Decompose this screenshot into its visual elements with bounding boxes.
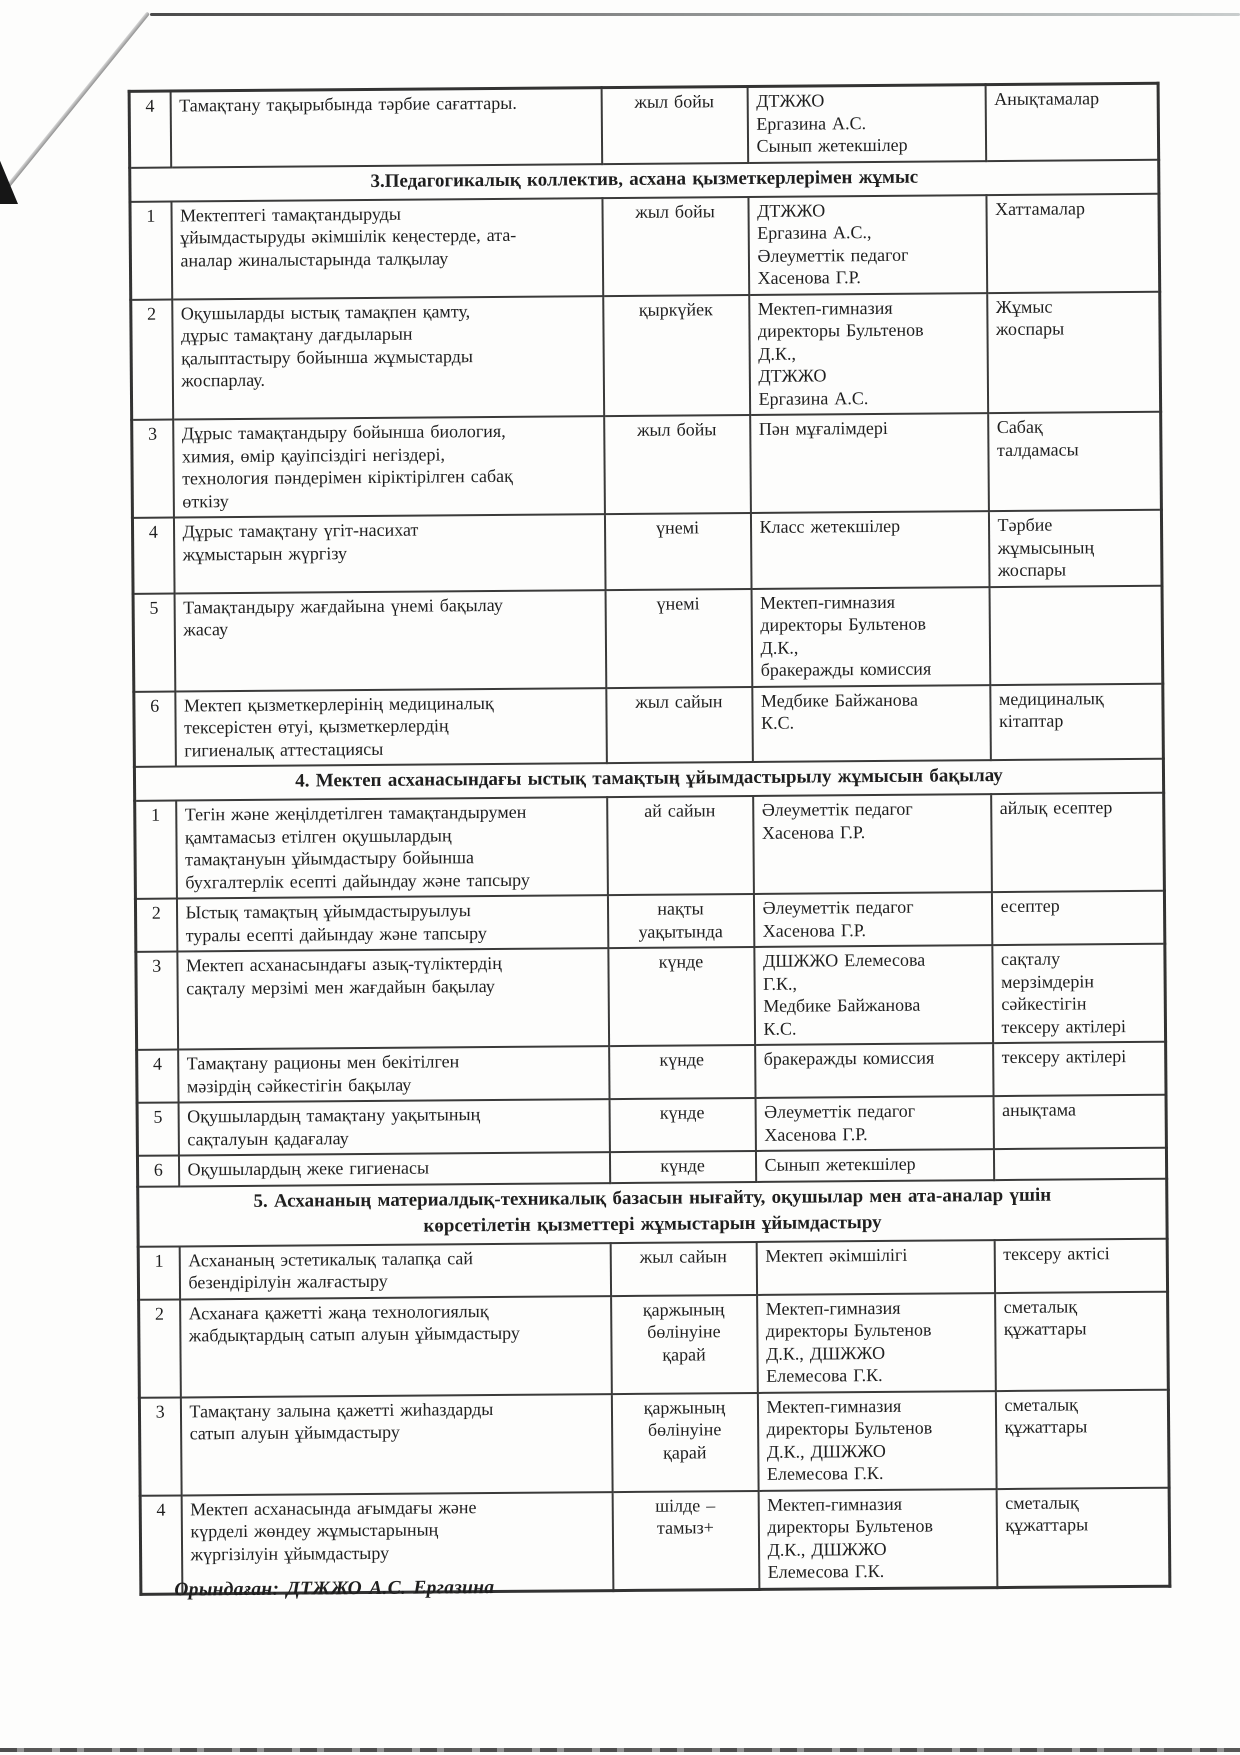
section-header-row bbox=[138, 1178, 1167, 1246]
responsible-cell: бракеражды комиссия bbox=[755, 1043, 993, 1098]
activity-cell: Тамақтану тақырыбында тәрбие сағаттары. bbox=[170, 88, 602, 167]
activity-cell: Мектеп асханасында ағымдағы және күрделі жөндеу жұмыстарының жүргізілуін ұйымдастыру bbox=[181, 1492, 613, 1594]
timing-cell: жыл бойы bbox=[601, 87, 748, 164]
table-row bbox=[129, 83, 1159, 167]
table-row bbox=[138, 1238, 1167, 1299]
responsible-cell: Мектеп-гимназия директоры Бультенов Д.К., бракеражды комиссия bbox=[751, 587, 990, 687]
row-number-cell: 1 bbox=[135, 801, 177, 899]
responsible-cell: Сынып жетекшілер bbox=[755, 1149, 993, 1181]
responsible-cell: ДШЖЖО Елемесова Г.К., Медбике Байжанова К.С. bbox=[754, 945, 993, 1045]
activity-cell: Асханаға қажетті жаңа технологиялық жабдықтардың сатып алуын ұйымдастыру bbox=[180, 1296, 612, 1397]
activity-cell: Мектептегі тамақтандыруды ұйымдастыруды әкімшілік кеңестерде, ата- аналар жиналыстарында талқылау bbox=[171, 198, 603, 299]
row-number-cell: 6 bbox=[134, 691, 176, 767]
timing-cell: күнде bbox=[608, 947, 755, 1046]
timing-cell: қыркүйек bbox=[603, 294, 750, 416]
activity-cell: Оқушылардың тамақтану уақытының сақталуын қадағалау bbox=[178, 1099, 609, 1155]
table-row bbox=[131, 291, 1161, 420]
result-cell: Жұмыс жоспары bbox=[987, 291, 1161, 413]
table-row bbox=[132, 510, 1162, 594]
row-number-cell: 2 bbox=[131, 299, 173, 420]
timing-cell: шілде – тамыз+ bbox=[612, 1490, 759, 1590]
section-title: 4. Мектеп асханасындағы ыстық тамақтың ұйымдастырылу жұмысын бақылау bbox=[134, 759, 1163, 801]
section-title: 5. Асхананың материалдық-техникалық базасын нығайту, оқушылар мен ата-аналар үшін көрсетілетін қызметтері жұмыстарын ұйымдастыру bbox=[138, 1178, 1167, 1246]
responsible-cell: Әлеуметтік педагог Хасенова Г.Р. bbox=[755, 1096, 993, 1151]
result-cell bbox=[989, 585, 1163, 684]
row-number-cell: 5 bbox=[137, 1103, 178, 1156]
activity-cell: Тамақтану рационы мен бекітілген мәзірдің сәйкестігін бақылау bbox=[178, 1046, 609, 1102]
activity-cell: Ыстық тамақтың ұйымдастыруылуы туралы есепті дайындау және тапсыру bbox=[176, 895, 607, 951]
responsible-cell: Класс жетекшілер bbox=[750, 511, 989, 588]
row-number-cell: 1 bbox=[138, 1246, 179, 1299]
activity-cell: Тамақтандыру жағдайына үнемі бақылау жасау bbox=[174, 590, 606, 691]
responsible-cell: Әлеуметтік педагог Хасенова Г.Р. bbox=[753, 794, 992, 894]
table-row bbox=[134, 683, 1164, 767]
table-row bbox=[135, 793, 1165, 899]
result-cell: тексеру актісі bbox=[994, 1238, 1167, 1292]
timing-cell: күнде bbox=[609, 1098, 755, 1152]
responsible-cell: Пән мұғалімдері bbox=[750, 413, 989, 513]
responsible-cell: Мектеп әкімшілігі bbox=[756, 1240, 994, 1295]
table-row bbox=[132, 412, 1162, 518]
result-cell: сметалық құжаттары bbox=[996, 1487, 1170, 1587]
row-number-cell: 2 bbox=[135, 899, 176, 952]
section-title: 3.Педагогикалық коллектив, асхана қызметкерлерімен жұмыс bbox=[130, 159, 1159, 201]
result-cell: сметалық құжаттары bbox=[995, 1291, 1169, 1390]
row-number-cell: 3 bbox=[139, 1397, 181, 1495]
row-number-cell: 6 bbox=[137, 1155, 178, 1186]
timing-cell: үнемі bbox=[604, 513, 751, 590]
activity-cell: Дұрыс тамақтандыру бойынша биология, химия, өмір қауіпсіздігі негіздері, технология пәндерімен кіріктірілген сабақ өткізу bbox=[173, 416, 605, 517]
table-row bbox=[139, 1291, 1169, 1397]
table-row bbox=[135, 891, 1164, 952]
activity-cell: Мектеп қызметкерлерінің медициналық тексерістен өтуі, қызметкерлердің гигиеналық аттестациясы bbox=[175, 688, 607, 767]
row-number-cell: 4 bbox=[137, 1050, 178, 1103]
result-cell: есептер bbox=[991, 891, 1164, 945]
result-cell: Тәрбие жұмысының жоспары bbox=[988, 510, 1162, 587]
responsible-cell: ДТЖЖО Ергазина А.С. Сынып жетекшілер bbox=[747, 85, 986, 163]
row-number-cell: 3 bbox=[136, 952, 178, 1050]
row-number-cell: 3 bbox=[132, 420, 174, 518]
result-cell: тексеру актілері bbox=[993, 1042, 1166, 1096]
row-number-cell: 5 bbox=[133, 593, 175, 691]
result-cell: анықтама bbox=[993, 1095, 1166, 1149]
timing-cell: нақты уақытында bbox=[607, 894, 753, 948]
timing-cell: жыл бойы bbox=[604, 415, 751, 514]
result-cell: Анықтамалар bbox=[985, 83, 1159, 160]
activity-cell: Асхананың эстетикалық талапқа сай безендірілуін жалғастыру bbox=[179, 1243, 610, 1299]
responsible-cell: Мектеп-гимназия директоры Бультенов Д.К., ДШЖЖО Елемесова Г.К. bbox=[757, 1391, 996, 1491]
timing-cell: ай сайын bbox=[607, 796, 754, 895]
activity-cell: Тегін және жеңілдетілген тамақтандырумен қамтамасыз етілген оқушылардың тамақтануын ұйымдастыру бойынша бухгалтерлік есепті дайындау және тапсыру bbox=[176, 797, 608, 898]
row-number-cell: 4 bbox=[140, 1495, 182, 1594]
timing-cell: күнде bbox=[609, 1045, 755, 1099]
timing-cell: үнемі bbox=[605, 588, 752, 687]
result-cell bbox=[993, 1148, 1166, 1180]
result-cell: Сабақ талдамасы bbox=[988, 412, 1162, 511]
timing-cell: қаржының бөлінуіне қарай bbox=[611, 1294, 758, 1393]
responsible-cell: Медбике Байжанова К.С. bbox=[752, 685, 991, 762]
activity-cell: Оқушыларды ыстық тамақпен қамту, дұрыс тамақтану дағдыларын қалыптастыру бойынша жұмыстарды жоспарлау. bbox=[172, 296, 604, 420]
activity-cell: Мектеп асханасындағы азық-түліктердің сақталу мерзімі мен жағдайын бақылау bbox=[177, 948, 609, 1049]
row-number-cell: 4 bbox=[132, 518, 174, 594]
responsible-cell: ДТЖЖО Ергазина А.С., Әлеуметтік педагог Хасенова Г.Р. bbox=[748, 195, 987, 295]
work-plan-table bbox=[128, 82, 1172, 1596]
timing-cell: жыл сайын bbox=[610, 1241, 756, 1295]
plan-table-body bbox=[129, 83, 1170, 1594]
table-row bbox=[130, 193, 1160, 299]
result-cell: сақталу мерзімдерін сәйкестігін тексеру актілері bbox=[992, 944, 1166, 1043]
activity-cell: Оқушылардың жеке гигиенасы bbox=[178, 1152, 609, 1186]
table-row bbox=[137, 1042, 1166, 1103]
responsible-cell: Мектеп-гимназия директоры Бультенов Д.К., ДШЖЖО Елемесова Г.К. bbox=[758, 1489, 997, 1589]
table-row bbox=[137, 1095, 1166, 1156]
timing-cell: жыл сайын bbox=[606, 686, 753, 763]
table-row bbox=[133, 585, 1163, 691]
executor-signature-line: Орындаған: ДТЖЖО А.С. Ергазина bbox=[174, 1577, 495, 1601]
responsible-cell: Әлеуметтік педагог Хасенова Г.Р. bbox=[753, 892, 991, 947]
result-cell: медициналық кітаптар bbox=[990, 683, 1164, 760]
row-number-cell: 1 bbox=[130, 201, 172, 299]
timing-cell: күнде bbox=[609, 1151, 755, 1183]
table-row bbox=[139, 1389, 1169, 1495]
timing-cell: жыл бойы bbox=[602, 196, 749, 295]
result-cell: сметалық құжаттары bbox=[995, 1389, 1169, 1488]
timing-cell: қаржының бөлінуіне қарай bbox=[611, 1392, 758, 1491]
responsible-cell: Мектеп-гимназия директоры Бультенов Д.К., ДШЖЖО Елемесова Г.К. bbox=[757, 1293, 996, 1393]
responsible-cell: Мектеп-гимназия директоры Бультенов Д.К., ДТЖЖО Ергазина А.С. bbox=[749, 293, 988, 415]
result-cell: Хаттамалар bbox=[986, 193, 1160, 292]
result-cell: айлық есептер bbox=[991, 793, 1165, 892]
table-row bbox=[136, 944, 1166, 1050]
row-number-cell: 4 bbox=[129, 91, 171, 167]
activity-cell: Дұрыс тамақтану үгіт-насихат жұмыстарын жүргізу bbox=[173, 514, 605, 593]
activity-cell: Тамақтану залына қажетті жиһаздарды сатып алуын ұйымдастыру bbox=[180, 1394, 612, 1495]
row-number-cell: 2 bbox=[139, 1299, 181, 1397]
